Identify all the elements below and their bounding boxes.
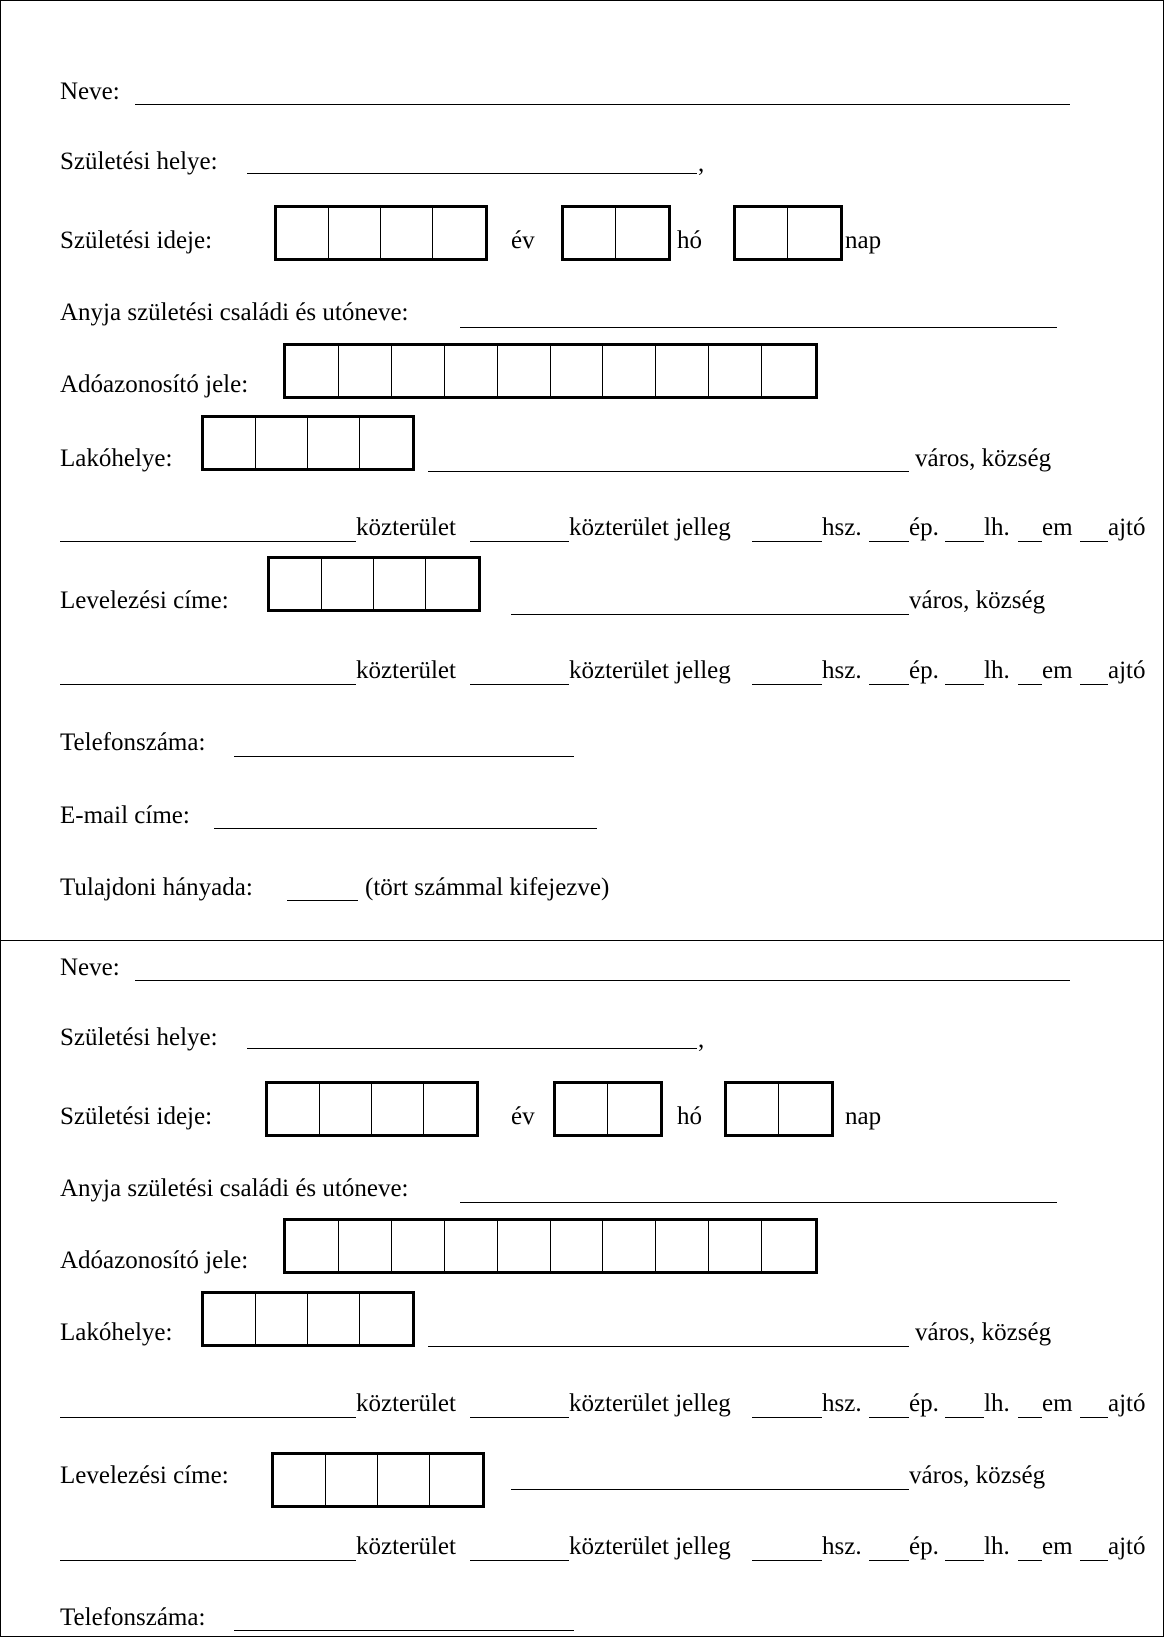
name-field[interactable] [135, 104, 1070, 105]
mailing-street-label: közterület [356, 1533, 456, 1560]
phone-label: Telefonszáma: [60, 729, 206, 756]
mailing-floor-field[interactable] [1018, 1560, 1042, 1561]
mailing-city-field[interactable] [511, 614, 909, 615]
mailing-door-label: ajtó [1108, 1533, 1146, 1560]
tax-id-boxes[interactable] [283, 343, 818, 399]
street-label: közterület [356, 514, 456, 541]
mailing-city-field[interactable] [511, 1489, 909, 1490]
day-label: nap [845, 227, 882, 254]
residence-city-field[interactable] [428, 1346, 909, 1347]
mailing-building-field[interactable] [869, 684, 909, 685]
house-number-label: hsz. [822, 514, 862, 541]
mailing-street-type-field[interactable] [470, 1560, 569, 1561]
building-label: ép. [909, 1390, 939, 1417]
floor-label: em [1042, 514, 1073, 541]
residence-street-type-field[interactable] [470, 541, 569, 542]
name-field[interactable] [135, 980, 1070, 981]
residence-house-number-field[interactable] [752, 1417, 822, 1418]
name-label: Neve: [60, 78, 120, 105]
month-label: hó [677, 227, 702, 254]
street-label: közterület [356, 1390, 456, 1417]
residence-building-field[interactable] [869, 1417, 909, 1418]
mailing-house-number-label: hsz. [822, 1533, 862, 1560]
comma: , [698, 150, 705, 177]
mailing-building-label: ép. [909, 657, 939, 684]
tax-id-boxes[interactable] [283, 1218, 818, 1274]
residence-city-field[interactable] [428, 471, 909, 472]
email-field[interactable] [214, 828, 597, 829]
residence-floor-field[interactable] [1018, 541, 1042, 542]
mother-name-field[interactable] [460, 1202, 1057, 1203]
fraction-hint: (tört számmal kifejezve) [365, 874, 610, 901]
residence-label: Lakóhelye: [60, 1319, 173, 1346]
mailing-staircase-field[interactable] [945, 1560, 984, 1561]
mailing-staircase-label: lh. [984, 1533, 1010, 1560]
mailing-house-number-field[interactable] [752, 1560, 822, 1561]
city-label: város, község [915, 445, 1052, 472]
door-label: ajtó [1108, 1390, 1146, 1417]
residence-door-field[interactable] [1080, 1417, 1108, 1418]
mailing-staircase-field[interactable] [945, 684, 984, 685]
residence-house-number-field[interactable] [752, 541, 822, 542]
staircase-label: lh. [984, 1390, 1010, 1417]
residence-street-type-field[interactable] [470, 1417, 569, 1418]
year-label: év [511, 227, 535, 254]
mailing-door-label: ajtó [1108, 657, 1146, 684]
building-label: ép. [909, 514, 939, 541]
residence-building-field[interactable] [869, 541, 909, 542]
phone-label: Telefonszáma: [60, 1604, 206, 1631]
mailing-street-field[interactable] [60, 684, 356, 685]
mailing-street-field[interactable] [60, 1560, 356, 1561]
section-divider [0, 940, 1164, 941]
mailing-house-number-field[interactable] [752, 684, 822, 685]
floor-label: em [1042, 1390, 1073, 1417]
phone-field[interactable] [234, 756, 574, 757]
birth-day-boxes[interactable] [724, 1081, 834, 1137]
door-label: ajtó [1108, 514, 1146, 541]
mother-name-field[interactable] [460, 327, 1057, 328]
mailing-floor-label: em [1042, 657, 1073, 684]
mailing-staircase-label: lh. [984, 657, 1010, 684]
mailing-address-label: Levelezési címe: [60, 587, 229, 614]
residence-door-field[interactable] [1080, 541, 1108, 542]
house-number-label: hsz. [822, 1390, 862, 1417]
birthdate-label: Születési ideje: [60, 227, 213, 254]
city-label: város, község [915, 1319, 1052, 1346]
month-label: hó [677, 1103, 702, 1130]
mailing-postcode-boxes[interactable] [267, 556, 481, 612]
residence-postcode-boxes[interactable] [201, 1291, 415, 1347]
mailing-floor-field[interactable] [1018, 684, 1042, 685]
residence-staircase-field[interactable] [945, 541, 984, 542]
mailing-city-label: város, község [909, 587, 1046, 614]
birth-month-boxes[interactable] [561, 205, 671, 261]
mother-name-label: Anyja születési családi és utóneve: [60, 299, 409, 326]
birth-year-boxes[interactable] [265, 1081, 479, 1137]
mother-name-label: Anyja születési családi és utóneve: [60, 1175, 409, 1202]
birthdate-label: Születési ideje: [60, 1103, 213, 1130]
mailing-street-type-label: közterület jelleg [569, 1533, 731, 1560]
mailing-street-label: közterület [356, 657, 456, 684]
tax-id-label: Adóazonosító jele: [60, 371, 249, 398]
year-label: év [511, 1103, 535, 1130]
ownership-share-label: Tulajdoni hányada: [60, 874, 253, 901]
birthplace-label: Születési helye: [60, 1024, 218, 1051]
mailing-door-field[interactable] [1080, 1560, 1108, 1561]
mailing-street-type-field[interactable] [470, 684, 569, 685]
street-type-label: közterület jelleg [569, 1390, 731, 1417]
mailing-city-label: város, község [909, 1462, 1046, 1489]
birthplace-field[interactable] [247, 173, 697, 174]
residence-staircase-field[interactable] [945, 1417, 984, 1418]
staircase-label: lh. [984, 514, 1010, 541]
residence-floor-field[interactable] [1018, 1417, 1042, 1418]
mailing-floor-label: em [1042, 1533, 1073, 1560]
mailing-building-field[interactable] [869, 1560, 909, 1561]
birth-year-boxes[interactable] [274, 205, 488, 261]
email-label: E-mail címe: [60, 802, 190, 829]
mailing-address-label: Levelezési címe: [60, 1462, 229, 1489]
residence-street-field[interactable] [60, 1417, 356, 1418]
residence-street-field[interactable] [60, 541, 356, 542]
birth-day-boxes[interactable] [733, 205, 843, 261]
day-label: nap [845, 1103, 882, 1130]
mailing-building-label: ép. [909, 1533, 939, 1560]
street-type-label: közterület jelleg [569, 514, 731, 541]
birthplace-label: Születési helye: [60, 148, 218, 175]
ownership-share-field[interactable] [287, 900, 358, 901]
residence-label: Lakóhelye: [60, 445, 173, 472]
birth-month-boxes[interactable] [553, 1081, 663, 1137]
mailing-postcode-boxes[interactable] [271, 1452, 485, 1508]
residence-postcode-boxes[interactable] [201, 415, 415, 471]
name-label: Neve: [60, 954, 120, 981]
mailing-door-field[interactable] [1080, 684, 1108, 685]
tax-id-label: Adóazonosító jele: [60, 1247, 249, 1274]
birthplace-field[interactable] [247, 1048, 697, 1049]
mailing-street-type-label: közterület jelleg [569, 657, 731, 684]
phone-field[interactable] [234, 1630, 574, 1631]
comma: , [698, 1026, 705, 1053]
mailing-house-number-label: hsz. [822, 657, 862, 684]
